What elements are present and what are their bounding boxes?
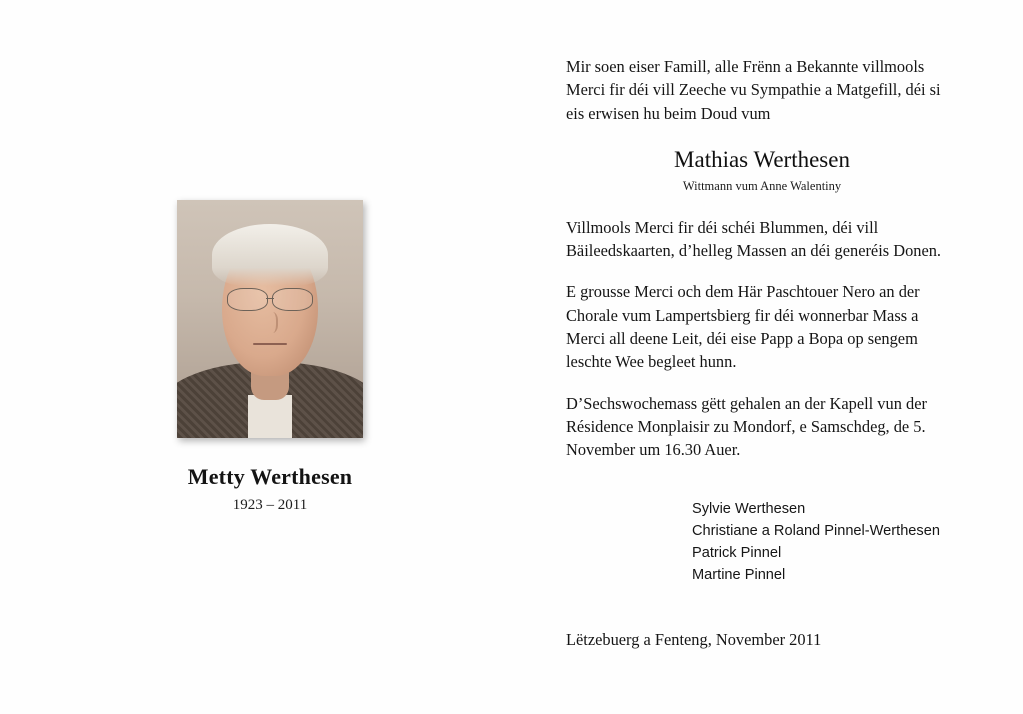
portrait-frame bbox=[177, 200, 363, 438]
signature-line: Sylvie Werthesen bbox=[692, 500, 806, 517]
mass-announcement-paragraph: D’Sechswochemass gëtt gehalen an der Kapell vun der Résidence Monplaisir zu Mondorf, e Samschdeg, de 5. November um 16.30 Auer. bbox=[566, 393, 927, 460]
honoree-subtitle: Wittmann vum Anne Walentiny bbox=[682, 178, 842, 193]
intro-paragraph: Mir soen eiser Famill, alle Frënn a Bekannte villmools Merci fir déi vill Zeeche vu Sympathie a Matgefill, déi si eis erwisen hu beim Doud vum bbox=[566, 57, 941, 123]
photo-hair bbox=[212, 224, 327, 286]
photo-glasses-bridge bbox=[266, 298, 273, 300]
photo-nose bbox=[264, 312, 277, 333]
photo-shirt bbox=[248, 395, 293, 438]
honoree-name: Mathias Werthesen bbox=[674, 146, 850, 172]
thanks-priest-paragraph: E grousse Merci och dem Här Paschtouer Nero an der Chorale vum Lampertsbierg fir déi wonnerbar Mass a Merci all deene Leit, déi eise Papp a Bopa op sengem leschte Wee begleet hunn. bbox=[566, 282, 920, 372]
signature-line: Martine Pinnel bbox=[692, 567, 786, 584]
deceased-name: Metty Werthesen bbox=[187, 464, 353, 489]
signature-line: Christiane a Roland Pinnel-Werthesen bbox=[692, 522, 940, 539]
footer-place-date: Lëtzebuerg a Fenteng, November 2011 bbox=[566, 630, 822, 649]
photo-mouth bbox=[253, 343, 286, 345]
text-column bbox=[566, 55, 958, 586]
signature-block bbox=[692, 498, 958, 587]
signature-line: Patrick Pinnel bbox=[692, 544, 782, 561]
portrait-photo bbox=[177, 200, 363, 438]
thanks-flowers-paragraph: Villmools Merci fir déi schéi Blummen, déi vill Bäileedskaarten, d’helleg Massen an déi generéis Donen. bbox=[566, 217, 942, 261]
photo-glasses-left-icon bbox=[227, 288, 268, 311]
portrait-column bbox=[120, 200, 420, 514]
deceased-dates: 1923 – 2011 bbox=[232, 497, 308, 513]
photo-glasses-right-icon bbox=[272, 288, 313, 311]
